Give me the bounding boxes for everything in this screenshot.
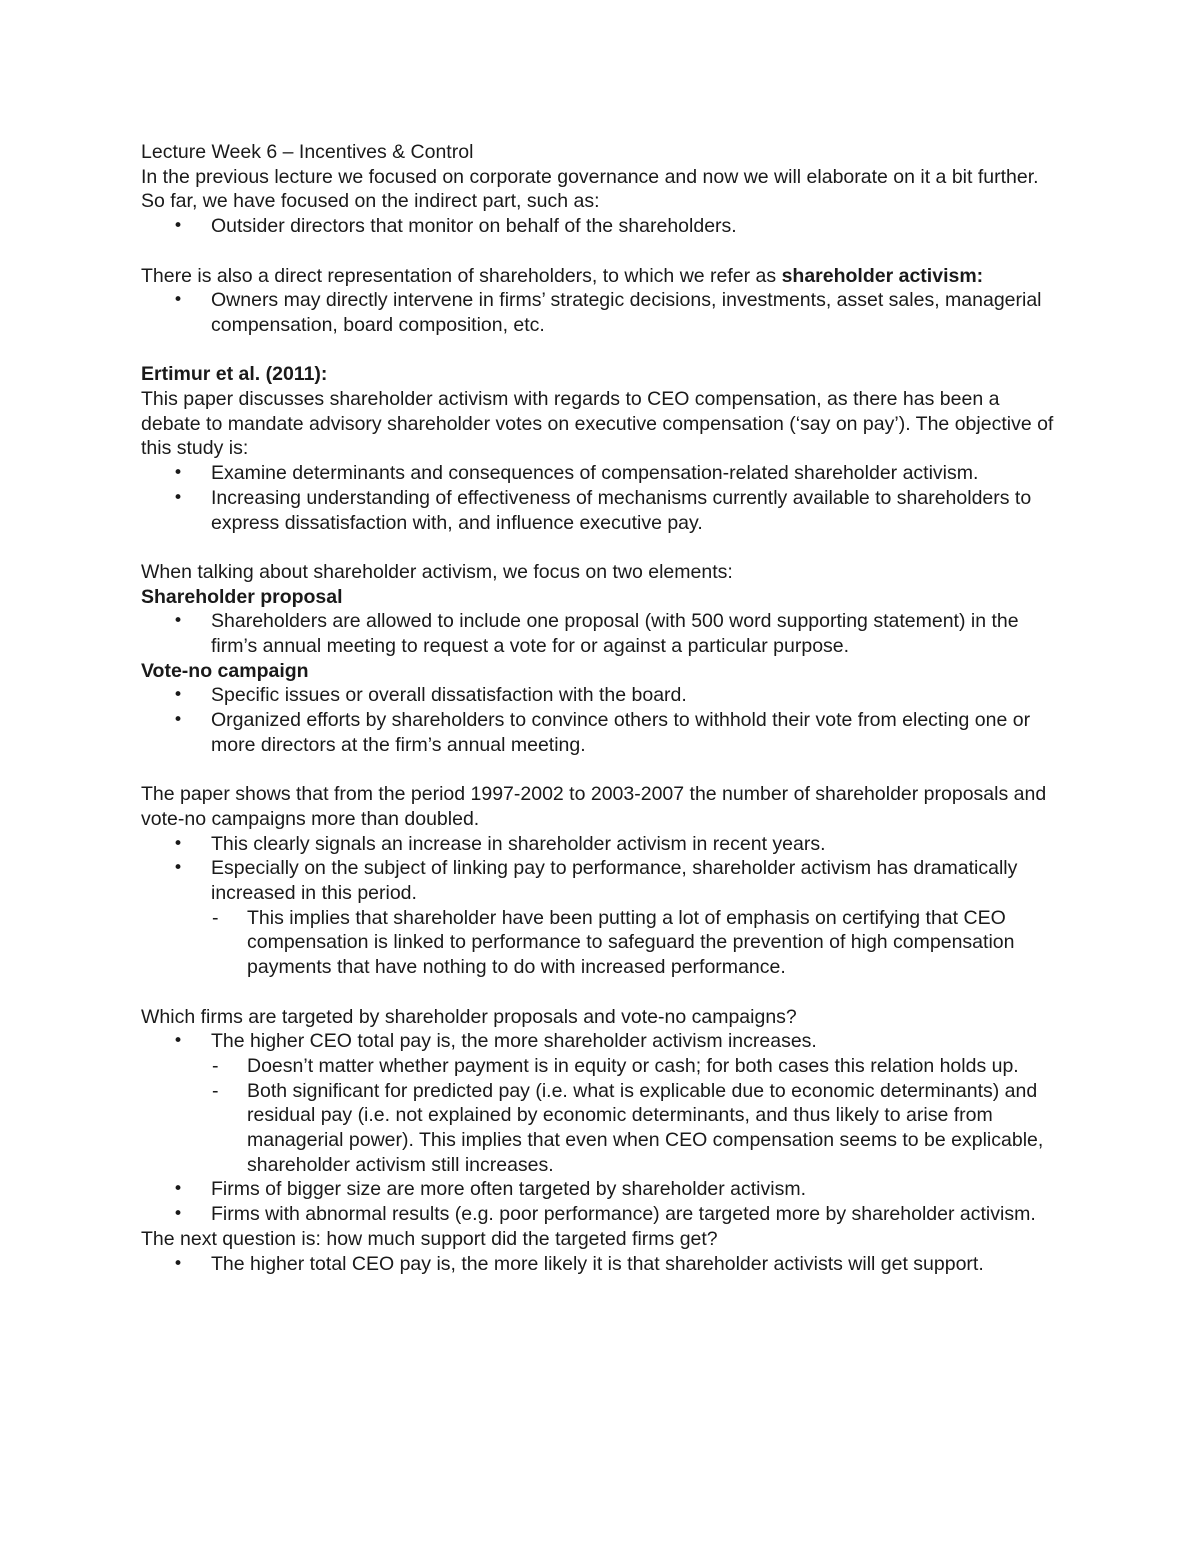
- voteno-heading: Vote-no campaign: [141, 659, 309, 682]
- list-item: [141, 1029, 1061, 1177]
- list-item: • Firms with abnormal results (e.g. poor performance) are targeted more by shareholder activism.: [141, 1202, 1061, 1227]
- list-item: • Shareholders are allowed to include one proposal (with 500 word supporting statement) in the firm’s annual meeting to request a vote for or against a particular purpose.: [141, 609, 1061, 658]
- elements-intro: When talking about shareholder activism, we focus on two elements:: [141, 560, 733, 583]
- list-item: [141, 856, 1061, 980]
- proposal-bullet-list: [141, 609, 1061, 658]
- list-item-text: Especially on the subject of linking pay to performance, shareholder activism has dramatically increased in this period.: [211, 857, 1018, 905]
- sub-list-item: - Both significant for predicted pay (i.e. what is explicable due to economic determinants) and residual pay (i.e. not explained by economic determinants, and thus likely to arise from managerial power). This implies that even when CEO compensation seems to be explicable, shareholder activism still increases.: [211, 1079, 1061, 1178]
- sub-list-item: - This implies that shareholder have been putting a lot of emphasis on certifying that CEO compensation is linked to performance to safeguard the prevention of high compensation payments that have nothing to do with increased performance.: [211, 906, 1061, 980]
- list-item: • Firms of bigger size are more often targeted by shareholder activism.: [141, 1177, 1061, 1202]
- paragraph-spacer: [141, 758, 1061, 783]
- paragraph-spacer: [141, 239, 1061, 264]
- list-item: • Examine determinants and consequences of compensation-related shareholder activism.: [141, 461, 1061, 486]
- sub-list-item: - Doesn’t matter whether payment is in equity or cash; for both cases this relation holds up.: [211, 1054, 1061, 1079]
- intro-paragraph: In the previous lecture we focused on corporate governance and now we will elaborate on it a bit further. So far, we have focused on the indirect part, such as:: [141, 165, 1039, 213]
- targets-sub-list: [211, 1054, 1061, 1178]
- list-item: • The higher total CEO pay is, the more likely it is that shareholder activists will get support.: [141, 1252, 1061, 1277]
- list-item: • Increasing understanding of effectiveness of mechanisms currently available to shareholders to express dissatisfaction with, and influence executive pay.: [141, 486, 1061, 535]
- direct-text: There is also a direct representation of shareholders, to which we refer as: [141, 264, 782, 287]
- intro-bullet-list: [141, 214, 1061, 239]
- list-item: • Specific issues or overall dissatisfaction with the board.: [141, 683, 1061, 708]
- page-title: Lecture Week 6 – Incentives & Control: [141, 141, 474, 163]
- direct-bullet-list: [141, 288, 1061, 337]
- targets-bullet-list: [141, 1029, 1061, 1227]
- direct-paragraph: [141, 264, 1061, 289]
- list-item: • This clearly signals an increase in shareholder activism in recent years.: [141, 832, 1061, 857]
- list-item: • Outsider directors that monitor on behalf of the shareholders.: [141, 214, 1061, 239]
- paragraph-spacer: [141, 535, 1061, 560]
- support-bullet-list: [141, 1252, 1061, 1277]
- voteno-bullet-list: [141, 683, 1061, 757]
- paper-heading: Ertimur et al. (2011):: [141, 363, 328, 386]
- findings-sub-list: [211, 906, 1061, 980]
- findings-paragraph: The paper shows that from the period 1997-2002 to 2003-2007 the number of shareholder proposals and vote-no campaigns more than doubled.: [141, 783, 1047, 830]
- paragraph-spacer: [141, 338, 1061, 363]
- paper-bullet-list: [141, 461, 1061, 535]
- list-item: • Owners may directly intervene in firms’ strategic decisions, investments, asset sales, managerial compensation, board composition, etc.: [141, 288, 1061, 337]
- document-body: [141, 140, 1061, 1276]
- paper-paragraph: This paper discusses shareholder activism with regards to CEO compensation, as there has been a debate to mandate advisory shareholder votes on executive compensation (‘say on pay’). The objective of this study is:: [141, 388, 1054, 460]
- support-question: The next question is: how much support did the targeted firms get?: [141, 1227, 718, 1250]
- list-item: • Organized efforts by shareholders to convince others to withhold their vote from electing one or more directors at the firm’s annual meeting.: [141, 708, 1061, 757]
- proposal-heading: Shareholder proposal: [141, 585, 343, 608]
- paragraph-spacer: [141, 980, 1061, 1005]
- findings-bullet-list: [141, 832, 1061, 980]
- targets-question: Which firms are targeted by shareholder proposals and vote-no campaigns?: [141, 1005, 797, 1028]
- list-item-text: The higher CEO total pay is, the more shareholder activism increases.: [211, 1030, 817, 1053]
- direct-term: shareholder activism:: [781, 264, 984, 287]
